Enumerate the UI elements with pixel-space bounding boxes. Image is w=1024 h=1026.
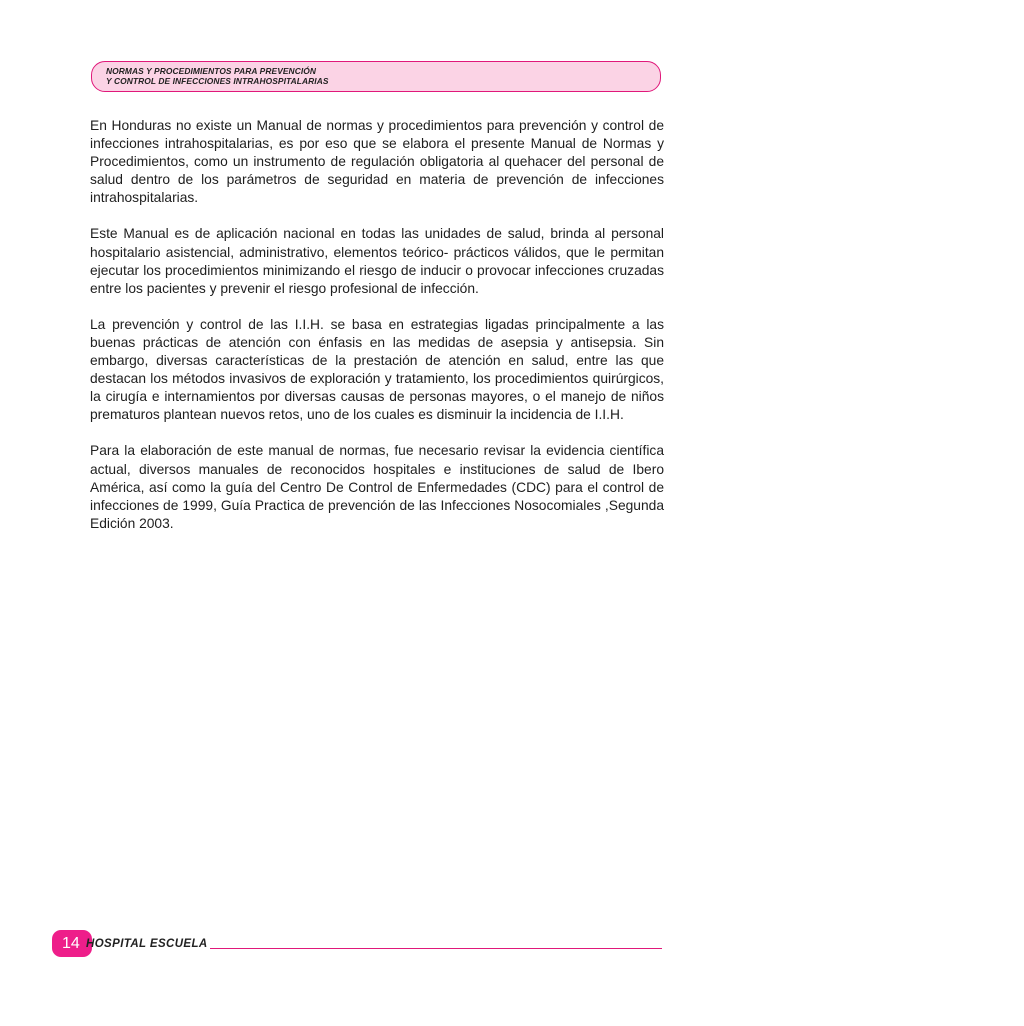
paragraph-1: En Honduras no existe un Manual de normas y procedimientos para prevención y control de infecciones intrahospitalarias, es por eso que se elabora el presente Manual de Normas y Procedimientos, como un instrumento de regulación obligatoria al quehacer del personal de salud dentro de los parámetros de seguridad en materia de prevención de infecciones intrahospitalarias. [90,118,664,206]
paragraph-3: La prevención y control de las I.I.H. se basa en estrategias ligadas principalmente a las buenas prácticas de atención con énfasis en las medidas de asepsia y antisepsia. Sin embargo, diversas características de la prestación de atención en salud, entre las que destacan los métodos invasivos de exploración y tratamiento, los procedimientos quirúrgicos, la cirugía e internamientos por diversas causas de personas mayores, o el manejo de niños prematuros plantean nuevos retos, uno de los cuales es disminuir la incidencia de I.I.H. [90,316,664,423]
paragraph-2: Este Manual es de aplicación nacional en todas las unidades de salud, brinda al personal hospitalario asistencial, administrativo, elementos teórico- prácticos válidos, que le permitan ejecutar los procedimientos minimizando el riesgo de inducir o provocar infecciones cruzadas entre los pacientes y prevenir el riesgo profesional de infección. [90,226,664,296]
header-title-line1: NORMAS Y PROCEDIMIENTOS PARA PREVENCIÓN [106,66,317,76]
header-title-line2: Y CONTROL DE INFECCIONES INTRAHOSPITALARIAS [106,75,329,86]
header-banner [91,61,661,92]
footer-rule [210,948,662,949]
page-number-badge: 14 [52,930,92,957]
body-text [90,117,664,551]
footer-label: HOSPITAL ESCUELA [86,938,208,950]
paragraph-4: Para la elaboración de este manual de normas, fue necesario revisar la evidencia científica actual, diversos manuales de reconocidos hospitales e instituciones de salud de Ibero América, así como la guía del Centro De Control de Enfermedades (CDC) para el control de infecciones de 1999, Guía Practica de prevención de las Infecciones Nosocomiales ,Segunda Edición 2003. [90,443,664,531]
page-footer [52,930,664,960]
